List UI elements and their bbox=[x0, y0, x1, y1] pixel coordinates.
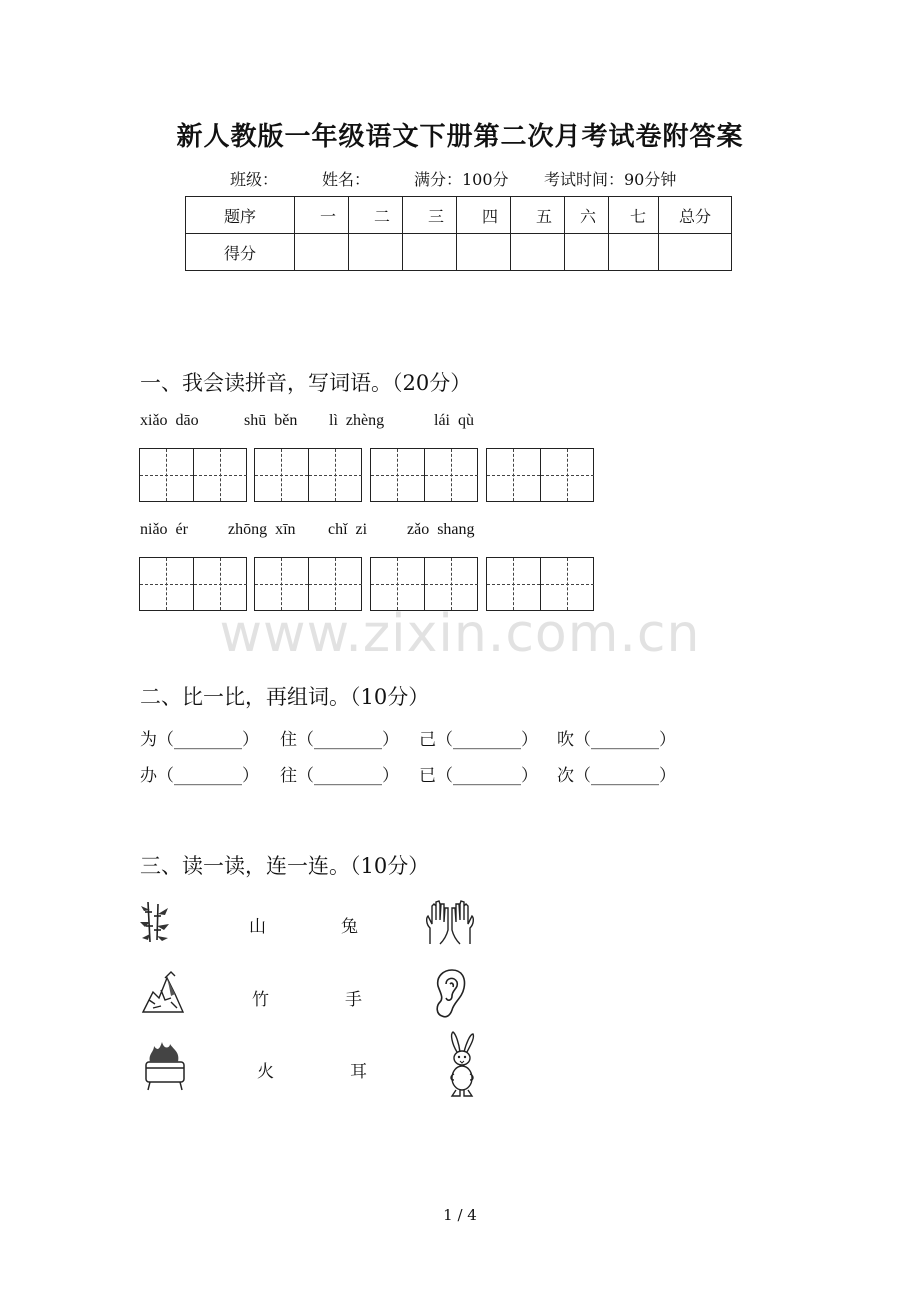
writing-grid[interactable] bbox=[139, 557, 247, 611]
score-table-score-row bbox=[186, 234, 732, 271]
section3-heading: 三、读一读，连一连。（10分） bbox=[140, 854, 430, 878]
pinyin-label: lì zhèng bbox=[329, 412, 385, 429]
bamboo-icon bbox=[138, 900, 172, 944]
section1-heading: 一、我会读拼音，写词语。（20分） bbox=[140, 371, 472, 395]
mountain-icon bbox=[141, 970, 185, 1014]
pinyin-label: xiǎo dāo bbox=[140, 412, 199, 429]
column-header: 二 bbox=[349, 197, 403, 234]
compare-item[interactable]: 己（________） bbox=[419, 730, 538, 750]
writing-grid[interactable] bbox=[139, 448, 247, 502]
column-header: 四 bbox=[457, 197, 511, 234]
pinyin-label: shū běn bbox=[244, 412, 298, 429]
score-table-header-row bbox=[186, 197, 732, 234]
row-label: 得分 bbox=[186, 234, 295, 271]
writing-grid[interactable] bbox=[254, 448, 362, 502]
page-title: 新人教版一年级语文下册第二次月考试卷附答案 bbox=[176, 122, 744, 152]
compare-item[interactable]: 往（________） bbox=[280, 766, 399, 786]
writing-grid[interactable] bbox=[486, 557, 594, 611]
compare-item[interactable]: 为（________） bbox=[140, 730, 259, 750]
match-char[interactable]: 山 bbox=[249, 917, 266, 937]
score-cell[interactable] bbox=[457, 234, 511, 271]
score-table bbox=[185, 196, 732, 271]
writing-grid[interactable] bbox=[486, 448, 594, 502]
rabbit-icon bbox=[444, 1030, 480, 1098]
match-char[interactable]: 竹 bbox=[252, 990, 269, 1010]
compare-item[interactable]: 次（________） bbox=[557, 766, 676, 786]
page-number: 1 / 4 bbox=[443, 1206, 477, 1224]
full-score: 满分：100分 bbox=[414, 170, 509, 189]
column-header: 三 bbox=[403, 197, 457, 234]
writing-grid[interactable] bbox=[254, 557, 362, 611]
column-header-total: 总分 bbox=[659, 197, 732, 234]
score-cell-total[interactable] bbox=[659, 234, 732, 271]
score-cell[interactable] bbox=[349, 234, 403, 271]
name-label: 姓名： bbox=[322, 170, 371, 189]
fire-icon bbox=[142, 1040, 188, 1092]
hands-icon bbox=[424, 900, 476, 946]
pinyin-label: zǎo shang bbox=[407, 521, 475, 538]
pinyin-label: chǐ zi bbox=[328, 521, 368, 538]
writing-grid[interactable] bbox=[370, 557, 478, 611]
class-label: 班级： bbox=[230, 170, 279, 189]
watermark: www.zixin.com.cn bbox=[219, 604, 701, 664]
compare-item[interactable]: 已（________） bbox=[419, 766, 538, 786]
compare-item[interactable]: 吹（________） bbox=[557, 730, 676, 750]
match-char[interactable]: 手 bbox=[345, 990, 362, 1010]
row-label: 题序 bbox=[186, 197, 295, 234]
exam-time: 考试时间：90分钟 bbox=[544, 170, 677, 189]
section2-heading: 二、比一比，再组词。（10分） bbox=[140, 685, 430, 709]
pinyin-label: niǎo ér bbox=[140, 521, 188, 538]
column-header: 一 bbox=[295, 197, 349, 234]
score-cell[interactable] bbox=[403, 234, 457, 271]
column-header: 七 bbox=[609, 197, 659, 234]
pinyin-label: lái qù bbox=[434, 412, 474, 429]
score-cell[interactable] bbox=[565, 234, 609, 271]
score-cell[interactable] bbox=[511, 234, 565, 271]
writing-grid[interactable] bbox=[370, 448, 478, 502]
score-cell[interactable] bbox=[609, 234, 659, 271]
compare-item[interactable]: 办（________） bbox=[140, 766, 259, 786]
ear-icon bbox=[432, 968, 468, 1020]
match-char[interactable]: 兔 bbox=[341, 917, 358, 937]
column-header: 五 bbox=[511, 197, 565, 234]
match-char[interactable]: 耳 bbox=[350, 1062, 367, 1082]
column-header: 六 bbox=[565, 197, 609, 234]
match-char[interactable]: 火 bbox=[257, 1062, 274, 1082]
score-cell[interactable] bbox=[295, 234, 349, 271]
compare-item[interactable]: 住（________） bbox=[280, 730, 399, 750]
pinyin-label: zhōng xīn bbox=[228, 521, 296, 538]
